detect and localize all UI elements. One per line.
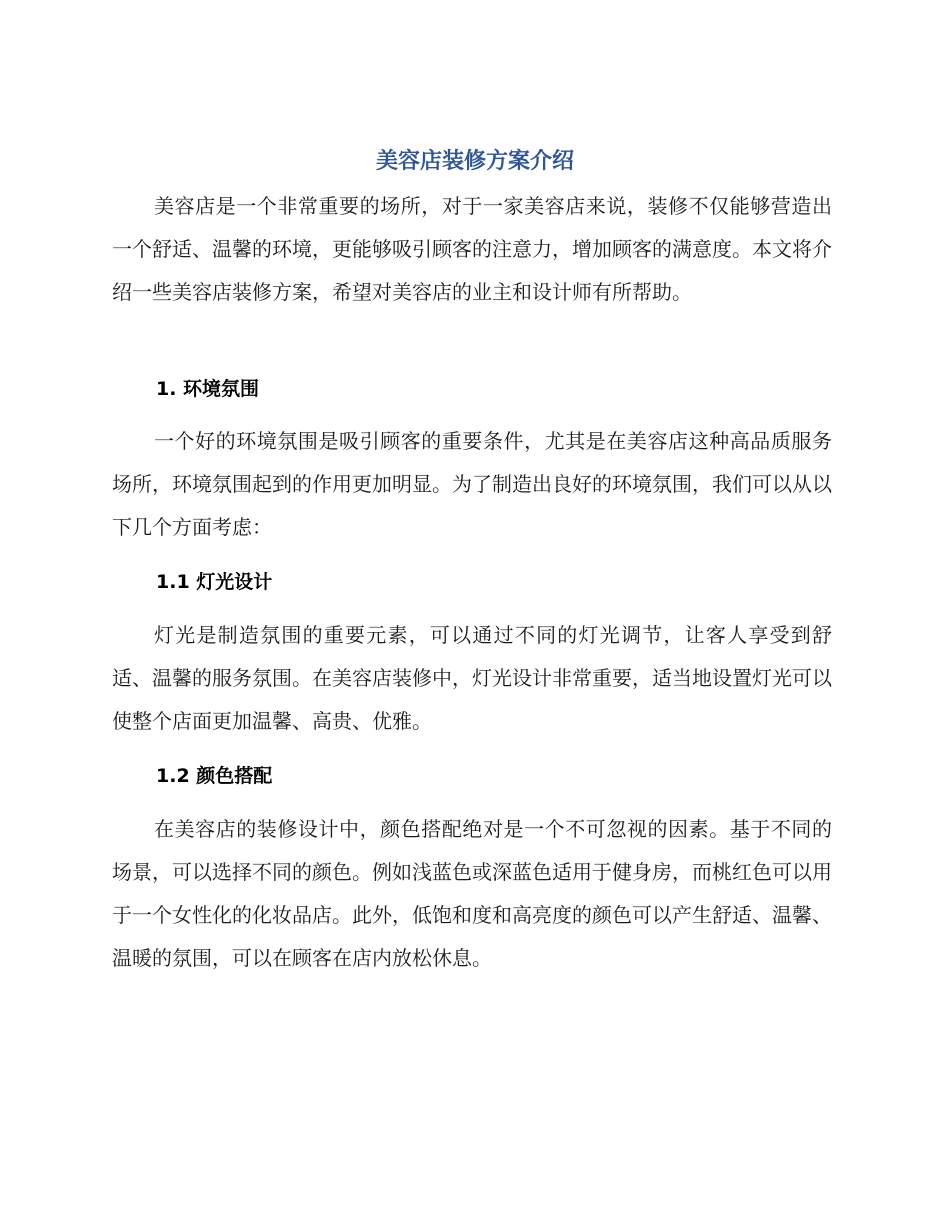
document-title: 美容店装修方案介绍 <box>375 149 574 174</box>
section-body-color: 在美容店的装修设计中，颜色搭配绝对是一个不可忽视的因素。基于不同的场景，可以选择不同的颜色。例如浅蓝色或深蓝色适用于健身房，而桃红色可以用于一个女性化的化妆品店。此外，低饱和度和高亮度的颜色可以产生舒适、温馨、温暖的氛围，可以在顾客在店内放松休息。 <box>112 817 832 970</box>
intro-paragraph: 美容店是一个非常重要的场所，对于一家美容店来说，装修不仅能够营造出一个舒适、温馨的环境，更能够吸引顾客的注意力，增加顾客的满意度。本文将介绍一些美容店装修方案，希望对美容店的业主和设计师有所帮助。 <box>112 194 832 304</box>
section-heading-environment: 1. 环境氛围 <box>156 378 260 400</box>
section-heading-lighting: 1.1 灯光设计 <box>156 571 273 593</box>
section-body-lighting: 灯光是制造氛围的重要元素，可以通过不同的灯光调节，让客人享受到舒适、温馨的服务氛围。在美容店装修中，灯光设计非常重要，适当地设置灯光可以使整个店面更加温馨、高贵、优雅。 <box>112 623 832 733</box>
section-heading-color: 1.2 颜色搭配 <box>156 765 273 787</box>
section-body-environment: 一个好的环境氛围是吸引顾客的重要条件，尤其是在美容店这种高品质服务场所，环境氛围起到的作用更加明显。为了制造出良好的环境氛围，我们可以从以下几个方面考虑： <box>112 429 832 539</box>
